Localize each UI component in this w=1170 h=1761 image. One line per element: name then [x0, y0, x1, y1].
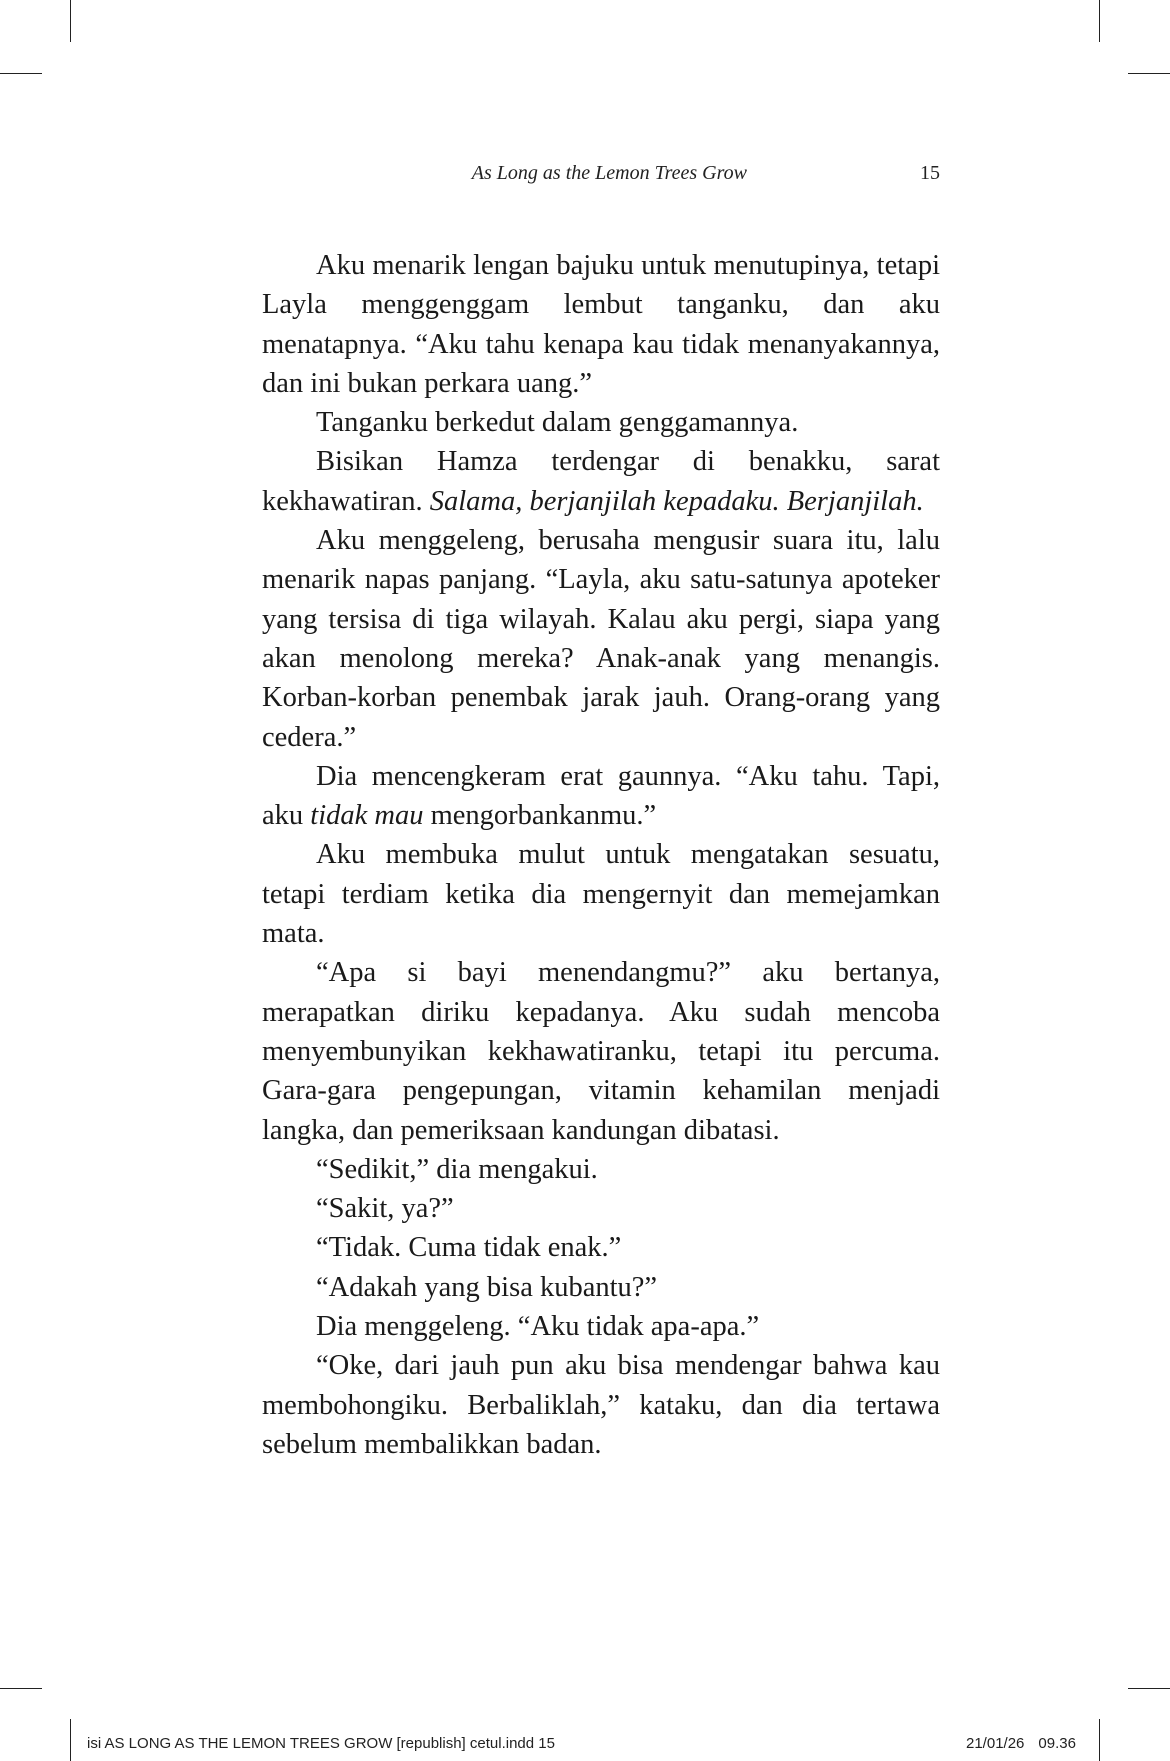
text-run: Dia mencengkeram erat gaunnya. “Aku tahu. Tapi, aku	[262, 760, 940, 832]
italic-run: Salama, berjanjilah kepadaku. Berjanjilah.	[429, 485, 924, 517]
text-run: “Adakah yang bisa kubantu?”	[316, 1271, 658, 1303]
paragraph	[262, 1228, 940, 1267]
crop-mark-top-left	[70, 0, 71, 42]
crop-mark-top-right-h	[1128, 73, 1170, 74]
crop-mark-bottom-left	[70, 1719, 71, 1761]
paragraph	[262, 442, 940, 521]
text-run: “Sakit, ya?”	[316, 1193, 454, 1225]
paragraph	[262, 953, 940, 1149]
running-title: As Long as the Lemon Trees Grow	[471, 162, 747, 184]
crop-mark-top-left-h	[0, 73, 42, 74]
slug-timestamp	[966, 1735, 1076, 1755]
paragraph	[262, 835, 940, 953]
text-run: “Oke, dari jauh pun aku bisa mendengar bahwa kau membohongiku. Berbaliklah,” kataku, dan dia tertawa sebelum membalikkan badan.	[262, 1350, 940, 1460]
slug-file-info: isi AS LONG AS THE LEMON TREES GROW [republish] cetul.indd 15	[87, 1735, 555, 1752]
page-number: 15	[920, 162, 940, 184]
paragraph	[262, 1346, 940, 1464]
slug-date: 21/01/26	[966, 1735, 1025, 1752]
crop-mark-bottom-right	[1099, 1719, 1100, 1761]
text-run: Dia menggeleng. “Aku tidak apa-apa.”	[316, 1311, 760, 1343]
crop-mark-top-right	[1099, 0, 1100, 42]
paragraph	[262, 403, 940, 442]
text-run: “Apa si bayi menendangmu?” aku bertanya, merapatkan diriku kepadanya. Aku sudah mencoba menyembunyikan kekhawatiranku, tetapi itu percuma. Gara-gara pengepungan, vitamin kehamilan menjadi langka, dan pemeriksaan kandungan dibatasi.	[262, 957, 940, 1146]
paragraph	[262, 1268, 940, 1307]
paragraph	[262, 757, 940, 836]
text-run: Aku menggeleng, berusaha mengusir suara itu, lalu menarik napas panjang. “Layla, aku satu-satunya apoteker yang tersisa di tiga wilayah. Kalau aku pergi, siapa yang akan menolong mereka? Anak-anak yang menangis. Korban-korban penembak jarak jauh. Orang-orang yang cedera.”	[262, 525, 940, 753]
paragraph	[262, 246, 940, 403]
text-run: Aku membuka mulut untuk mengatakan sesuatu, tetapi terdiam ketika dia mengernyit dan memejamkan mata.	[262, 839, 940, 950]
paragraph	[262, 1150, 940, 1189]
text-run: mengorbankanmu.”	[423, 800, 657, 832]
text-run: “Sedikit,” dia mengakui.	[316, 1153, 598, 1185]
text-run: Tanganku berkedut dalam genggamannya.	[316, 407, 799, 439]
crop-mark-bottom-right-h	[1128, 1688, 1170, 1689]
text-run: Aku menarik lengan bajuku untuk menutupinya, tetapi Layla menggenggam lembut tanganku, dan aku menatapnya. “Aku tahu kenapa kau tidak menanyakannya, dan ini bukan perkara uang.”	[262, 250, 940, 399]
slug-time: 09.36	[1038, 1735, 1076, 1752]
italic-run: tidak mau	[310, 800, 424, 832]
body-text	[262, 246, 940, 1464]
paragraph	[262, 1189, 940, 1228]
text-run: “Tidak. Cuma tidak enak.”	[316, 1232, 622, 1264]
text-run: Bisikan Hamza terdengar di benakku, sarat kekhawatiran.	[262, 446, 940, 517]
paragraph	[262, 521, 940, 757]
crop-mark-bottom-left-h	[0, 1688, 42, 1689]
paragraph	[262, 1307, 940, 1346]
